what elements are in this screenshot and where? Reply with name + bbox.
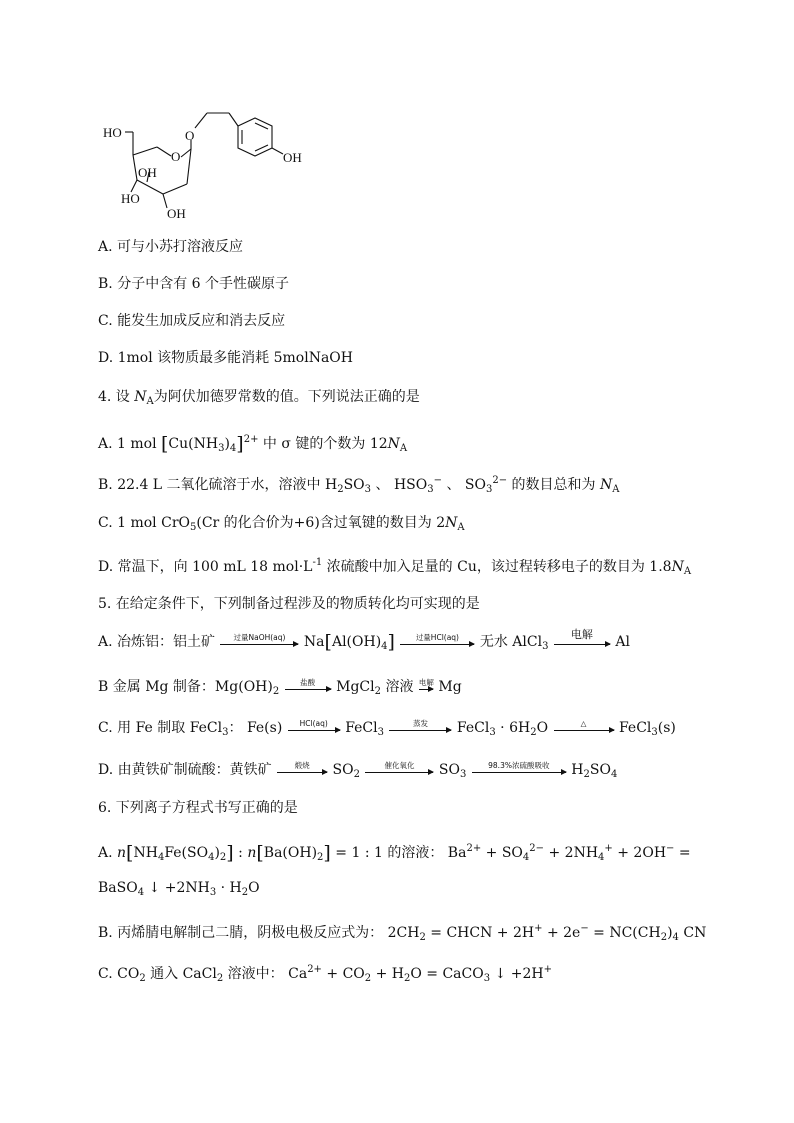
q3-option-d: D. 1mol 该物质最多能消耗 5molNaOH: [98, 350, 353, 366]
mol-label-ring-o: O: [171, 149, 181, 164]
arrow-catalytic-oxidation: 催化氧化: [365, 768, 433, 773]
q3-option-a: A. 可与小苏打溶液反应: [98, 239, 244, 255]
q4-stem: 4. 设 $N_A$为阿伏加德罗常数的值。下列说法正确的是: [98, 389, 420, 407]
arrow-naoh: 过量NaOH(aq): [220, 640, 298, 645]
q5-stem: 5. 在给定条件下，下列制备过程涉及的物质转化均可实现的是: [98, 596, 480, 612]
arrow-hcl: 过量HCl(aq): [400, 640, 474, 645]
q6-option-a-line2: BaSO$_4$ ↓ $+2NH_3 \cdot H_2O$: [98, 880, 260, 898]
mol-label-ho-top: HO: [103, 125, 122, 140]
q4-option-d: D. 常温下，向 100 mL 18 $mol\cdot L^{-1}$ 浓硫酸中加入足量的 Cu，该过程转移电子的数目为 $1.8N_A$: [98, 557, 692, 577]
arrow-hcl-acid: 盐酸: [285, 685, 331, 690]
q6-option-b: B. 丙烯腈电解制己二腈，阴极电极反应式为： $2CH_2$ = CHCN + $2H^+ + 2e^- = NC(CH_2)_4$ CN: [98, 923, 707, 943]
mol-label-ether-o: O: [185, 128, 195, 143]
q6-option-a-line1: A. $n[NH_4Fe(SO_4)_2]$ : $n[Ba(OH)_2] = 1$ : 1 的溶液： $Ba^{2+} + SO_4^{2-} + 2NH_4^+ + 2OH^-$ =: [98, 842, 691, 864]
q5-option-c: C. 用 Fe 制取 FeCl$_3$： Fe(s) HCl(aq) FeCl$_3$ 蒸发 FeCl$_3$ · $6H_2O$ △ FeCl$_3$(s): [98, 718, 676, 738]
molecule-structure: [95, 100, 315, 230]
q3-option-b: B. 分子中含有 6 个手性碳原子: [98, 276, 289, 292]
mol-label-oh-a: OH: [138, 165, 157, 180]
q4-option-b: B. 22.4 L 二氧化硫溶于水，溶液中 $H_2SO_3$ 、 $HSO_3^-$ 、 $SO_3^{2-}$ 的数目总和为 $N_A$: [98, 475, 620, 495]
q5-option-a: A. 冶炼铝：铝土矿 过量NaOH(aq) $Na[Al(OH)_4]$ 过量HCl(aq) 无水 AlCl$_3$ 电解 Al: [98, 627, 630, 653]
arrow-heat: △: [554, 726, 614, 731]
q4-option-a: A. 1 mol $[Cu(NH_3)_4]^{2+}$ 中 σ 键的个数为 $12N_A$: [98, 433, 408, 455]
mol-label-oh-phenol: OH: [283, 150, 302, 165]
q6-stem: 6. 下列离子方程式书写正确的是: [98, 800, 298, 816]
mol-label-oh-c: OH: [167, 206, 186, 221]
q6-option-c: C. $CO_2$ 通入 CaCl$_2$ 溶液中： $Ca^{2+} + CO_2 + H_2O$ = CaCO$_3$ ↓ +2H+: [98, 964, 552, 984]
arrow-absorb: 98.3%浓硫酸吸收: [472, 768, 566, 773]
arrow-hcl-aq: HCl(aq): [288, 726, 340, 731]
q5-option-d: D. 由黄铁矿制硫酸：黄铁矿 煅烧 $SO_2$ 催化氧化 $SO_3$ 98.3%浓硫酸吸收 $H_2SO_4$: [98, 760, 618, 780]
q3-option-c: C. 能发生加成反应和消去反应: [98, 313, 286, 329]
arrow-electrolysis: 电解: [554, 640, 610, 645]
q5-option-b: B 金属 Mg 制备：$Mg(OH)_2$ 盐酸 MgCl$_2$ 溶液 电解 Mg: [98, 677, 462, 697]
mol-label-ho-b: HO: [121, 191, 140, 206]
arrow-electrolysis-b: 电解: [419, 685, 433, 690]
q4-option-c: C. 1 mol CrO$_5$(Cr 的化合价为+6)含过氧键的数目为 $2N_A$: [98, 515, 465, 533]
arrow-evaporate: 蒸发: [389, 726, 451, 731]
arrow-calcine: 煅烧: [277, 768, 327, 773]
